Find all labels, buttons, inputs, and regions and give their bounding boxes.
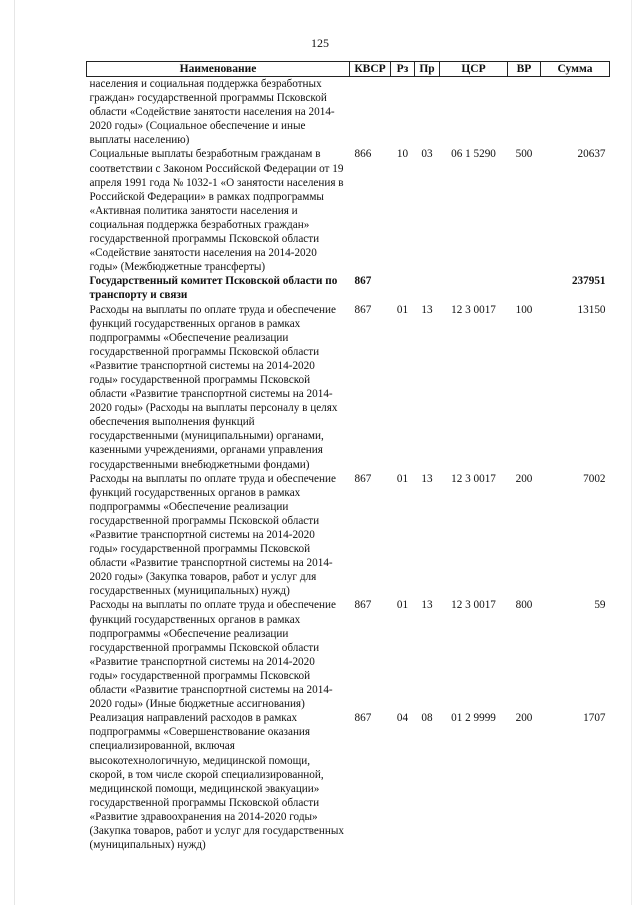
cell-vr: 200	[515, 712, 533, 725]
cell-rz: 01	[396, 599, 409, 612]
cell-rz	[391, 77, 415, 148]
table-header	[87, 62, 610, 77]
header-row	[87, 62, 610, 77]
cell-kvsr: 867	[354, 275, 372, 288]
cell-name: населения и социальная поддержка безработных граждан» государственной программы Псковской области «Содействие занятости населения на 2014-2020 годы» (Социальное обеспечение и иные выплаты населению)	[89, 78, 335, 147]
cell-name: Расходы на выплаты по оплате труда и обеспечение функций государственных органов в рамках подпрограммы «Обеспечение реализации государственной программы Псковской области «Развитие транспортной системы на 2014-2020 годы» государственной программы Псковской области «Развитие транспортной системы на 2014-2020 годы» (Расходы на выплаты персоналу в целях обеспечения выполнения функций государственными (муниципальными) органами, казенными учреждениями, органами управления государственными внебюджетными фондами)	[89, 303, 338, 471]
cell-pr: 13	[421, 599, 433, 612]
cell-csr	[440, 274, 508, 302]
cell-kvsr: 867	[354, 599, 372, 612]
cell-name: Социальные выплаты безработным гражданам в соответствии с Законом Российской Федерации от 19 апреля 1991 года № 1032-1 «О занятости населения в Российской Федерации» в рамках подпрограммы «Активная политика занятости населения и социальная поддержка безработных граждан» государственной программы Псковской области «Содействие занятости населения на 2014-2020 годы» (Межбюджетные трансферты)	[89, 148, 344, 274]
cell-pr	[415, 274, 440, 302]
cell-name: Реализация направлений расходов в рамках подпрограммы «Совершенствование оказания специализированной, включая высокотехнологичную, медицинской помощи, скорой, в том числе скорой специализированной, медицинской помощи, медицинской эвакуации» государственной программы Псковской области «Развитие здравоохранения на 2014-2020 годы» (Закупка товаров, работ и услуг для государственных (муниципальных) нужд)	[89, 712, 344, 852]
cell-pr: 03	[421, 148, 433, 161]
cell-vr: 500	[515, 148, 533, 161]
scan-edge-left	[14, 0, 15, 905]
cell-pr: 13	[421, 472, 433, 485]
table-row	[87, 711, 610, 852]
cell-pr	[415, 77, 440, 148]
cell-name: Расходы на выплаты по оплате труда и обеспечение функций государственных органов в рамках подпрограммы «Обеспечение реализации государственной программы Псковской области «Развитие транспортной системы на 2014-2020 годы» государственной программы Псковской области «Развитие транспортной системы на 2014-2020 годы» (Иные бюджетные ассигнования)	[89, 599, 336, 711]
table-section-row	[87, 274, 610, 302]
cell-pr: 13	[421, 303, 433, 316]
cell-rz: 01	[396, 303, 409, 316]
scan-edge-right	[631, 0, 632, 905]
cell-sum: 20637	[577, 148, 606, 161]
cell-kvsr: 866	[354, 148, 372, 161]
cell-sum	[541, 77, 610, 148]
cell-sum: 13150	[577, 303, 606, 316]
cell-sum: 1707	[583, 712, 606, 725]
header-rz: Рз	[391, 62, 415, 77]
cell-rz: 01	[396, 472, 409, 485]
header-vr: ВР	[508, 62, 541, 77]
table-row	[87, 77, 610, 148]
cell-name: Расходы на выплаты по оплате труда и обеспечение функций государственных органов в рамках подпрограммы «Обеспечение реализации государственной программы Псковской области «Развитие транспортной системы на 2014-2020 годы» государственной программы Псковской области «Развитие транспортной системы на 2014-2020 годы» (Закупка товаров, работ и услуг для государственных (муниципальных) нужд)	[89, 472, 336, 598]
budget-table	[86, 61, 610, 852]
cell-csr	[440, 77, 508, 148]
cell-csr: 12 3 0017	[451, 599, 496, 612]
header-csr: ЦСР	[440, 62, 508, 77]
cell-vr	[508, 274, 541, 302]
cell-rz	[391, 274, 415, 302]
cell-kvsr: 867	[354, 472, 372, 485]
cell-sum: 7002	[583, 472, 606, 485]
cell-vr: 200	[515, 472, 533, 485]
cell-rz: 04	[396, 712, 409, 725]
table-body	[87, 77, 610, 853]
header-name: Наименование	[87, 62, 350, 77]
cell-sum: 237951	[571, 275, 606, 288]
cell-csr: 06 1 5290	[451, 148, 496, 161]
cell-name: Государственный комитет Псковской области по транспорту и связи	[89, 275, 338, 302]
header-sum: Сумма	[541, 62, 610, 77]
table-row	[87, 472, 610, 599]
cell-csr: 12 3 0017	[451, 472, 496, 485]
cell-rz: 10	[396, 148, 409, 161]
table-row	[87, 303, 610, 472]
cell-vr: 100	[515, 303, 533, 316]
cell-kvsr: 867	[354, 303, 372, 316]
header-pr: Пр	[415, 62, 440, 77]
cell-pr: 08	[421, 712, 433, 725]
page-number: 125	[311, 36, 329, 50]
cell-kvsr	[350, 77, 391, 148]
cell-vr	[508, 77, 541, 148]
header-kvsr: КВСР	[350, 62, 391, 77]
table-row	[87, 147, 610, 274]
cell-csr: 01 2 9999	[451, 712, 496, 725]
table-row	[87, 598, 610, 711]
cell-csr: 12 3 0017	[451, 303, 496, 316]
cell-kvsr: 867	[354, 712, 372, 725]
cell-sum: 59	[594, 599, 606, 612]
cell-vr: 800	[515, 599, 533, 612]
